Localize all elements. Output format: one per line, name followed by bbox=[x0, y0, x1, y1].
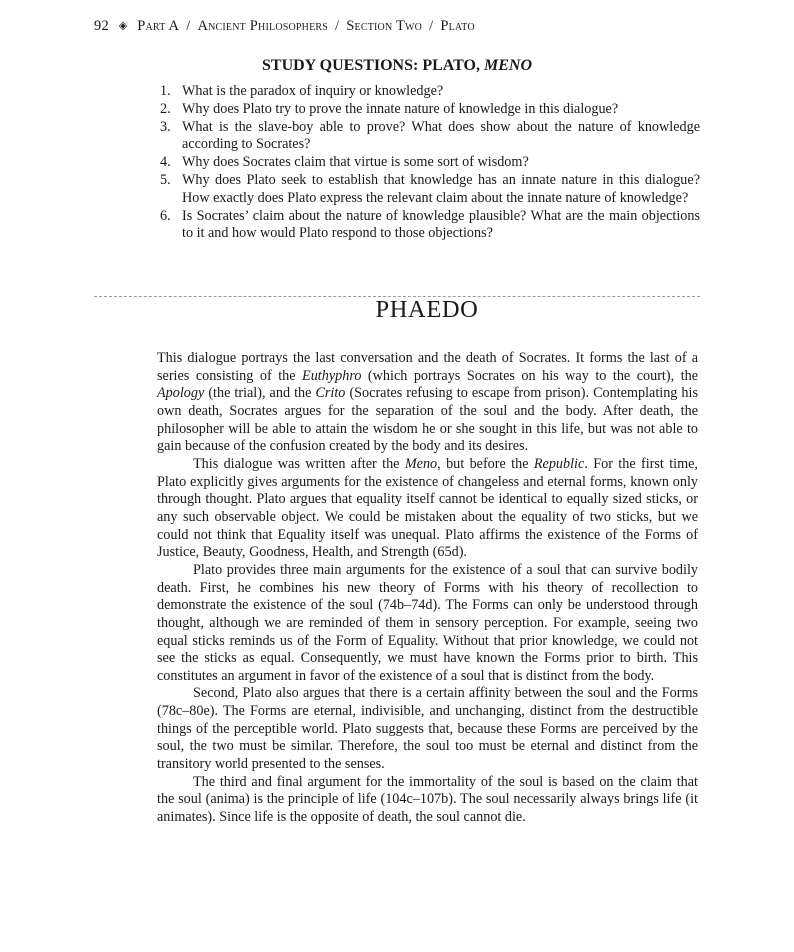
list-item bbox=[160, 208, 700, 244]
question-number: 4. bbox=[160, 154, 171, 171]
paragraph-text: , but before the bbox=[437, 455, 534, 472]
paragraph bbox=[157, 350, 698, 456]
question-text: What is the paradox of inquiry or knowledge? bbox=[182, 83, 444, 99]
question-text: Why does Plato try to prove the innate nature of knowledge in this dialogue? bbox=[182, 100, 619, 117]
header-section-plato: Plato bbox=[440, 18, 475, 34]
question-text: Is Socrates’ claim about the nature of knowledge plausible? What are the main objections to it and how would Plato respond to those objections? bbox=[182, 207, 700, 242]
question-number: 1. bbox=[160, 83, 171, 99]
question-number: 6. bbox=[160, 207, 171, 224]
page-number: 92 bbox=[94, 18, 109, 34]
question-text: Why does Plato seek to establish that knowledge has an innate nature in this dialogue? How exactly does Plato express the relevant claim about the innate nature of knowledge? bbox=[182, 171, 700, 206]
question-number: 3. bbox=[160, 118, 171, 135]
paragraph-text: (Socrates refusing to escape from prison). Contemplating his own death, Socrates argues for the separation of the soul and the body. After death, the philosopher will be able to attain the wisdom he or she sought in this life, but was not able to gain because of the confusion created by the body and its desires. bbox=[157, 385, 698, 455]
paragraph: Plato provides three main arguments for the existence of a soul that can survive bodily death. First, he combines his new theory of Forms with his theory of recollection to demonstrate the existence of the soul (74b–74d). The Forms can only be understood through thought, although we are reminded of them in sensory perception. For example, seeing two equal sticks reminds us of the Form of Equality. Without that prior knowledge, we could not see the sticks as equal. Consequently, we must have known the Forms prior to birth. This constitutes an argument in favor of the existence of a soul that is distinct from the body. bbox=[157, 561, 698, 684]
header-part: Part A bbox=[137, 18, 180, 34]
header-section-two: Section Two bbox=[346, 18, 423, 34]
paragraph-text: (which portrays Socrates on his way to the court), the bbox=[361, 367, 698, 384]
paragraph: The third and final argument for the immortality of the soul is based on the claim that the soul (anima) is the principle of life (104c–107b). The soul necessarily always brings life (it animates). Since life is the opposite of death, the soul cannot die. bbox=[157, 773, 698, 826]
paragraph-text: (the trial), and the bbox=[204, 385, 316, 402]
paragraph bbox=[157, 456, 698, 562]
header-bullet-icon: ◈ bbox=[118, 20, 128, 32]
work-title: Meno bbox=[404, 455, 438, 472]
study-questions-list bbox=[160, 83, 700, 243]
list-item bbox=[160, 154, 700, 172]
header-section-ancient: Ancient Philosophers bbox=[197, 18, 329, 34]
header-separator: / bbox=[429, 18, 434, 34]
work-title: Apology bbox=[157, 385, 205, 402]
paragraph-text: This dialogue portrays the last conversation and the death of Socrates. It forms the last of a series consisting of the bbox=[157, 350, 698, 384]
study-questions-heading-prefix: STUDY QUESTIONS: PLATO, bbox=[262, 57, 484, 74]
list-item bbox=[160, 119, 700, 155]
header-separator: / bbox=[186, 18, 191, 34]
work-title: Euthyphro bbox=[302, 367, 362, 384]
question-text: What is the slave-boy able to prove? What does show about the nature of knowledge according to Socrates? bbox=[182, 118, 700, 153]
header-separator: / bbox=[335, 18, 340, 34]
work-title: Crito bbox=[315, 385, 346, 402]
work-title: Republic bbox=[533, 455, 585, 472]
paragraph-text: . For the first time, Plato explicitly gives arguments for the existence of changeless and eternal forms, known only through thought. Plato argues that equality itself cannot be identical to equally sized sticks, or any such observable object. We could be mistaken about the equality of two sticks, but we could not think that Equality itself was unequal. Plato affirms the existence of the Forms of Justice, Beauty, Goodness, Health, and Strength (65d). bbox=[157, 455, 698, 561]
question-number: 2. bbox=[160, 100, 171, 117]
study-questions-heading bbox=[0, 57, 794, 75]
section-title: PHAEDO bbox=[375, 296, 479, 323]
question-text: Why does Socrates claim that virtue is some sort of wisdom? bbox=[182, 154, 529, 171]
study-questions-heading-work: MENO bbox=[483, 57, 532, 74]
list-item bbox=[160, 83, 700, 101]
list-item bbox=[160, 172, 700, 208]
paragraph: Second, Plato also argues that there is a certain affinity between the soul and the Forms (78c–80e). The Forms are eternal, indivisible, and unchanging, distinct from the destructible things of the perceptible world. Plato suggests that, because these Forms are perceived by the soul, the two must be similar. Therefore, the soul too must be eternal and distinct from the transitory world presented to the senses. bbox=[157, 685, 698, 773]
paragraph-text: This dialogue was written after the bbox=[193, 455, 405, 472]
body-text bbox=[157, 350, 698, 827]
list-item bbox=[160, 101, 700, 119]
question-number: 5. bbox=[160, 171, 171, 188]
running-header bbox=[94, 18, 475, 35]
